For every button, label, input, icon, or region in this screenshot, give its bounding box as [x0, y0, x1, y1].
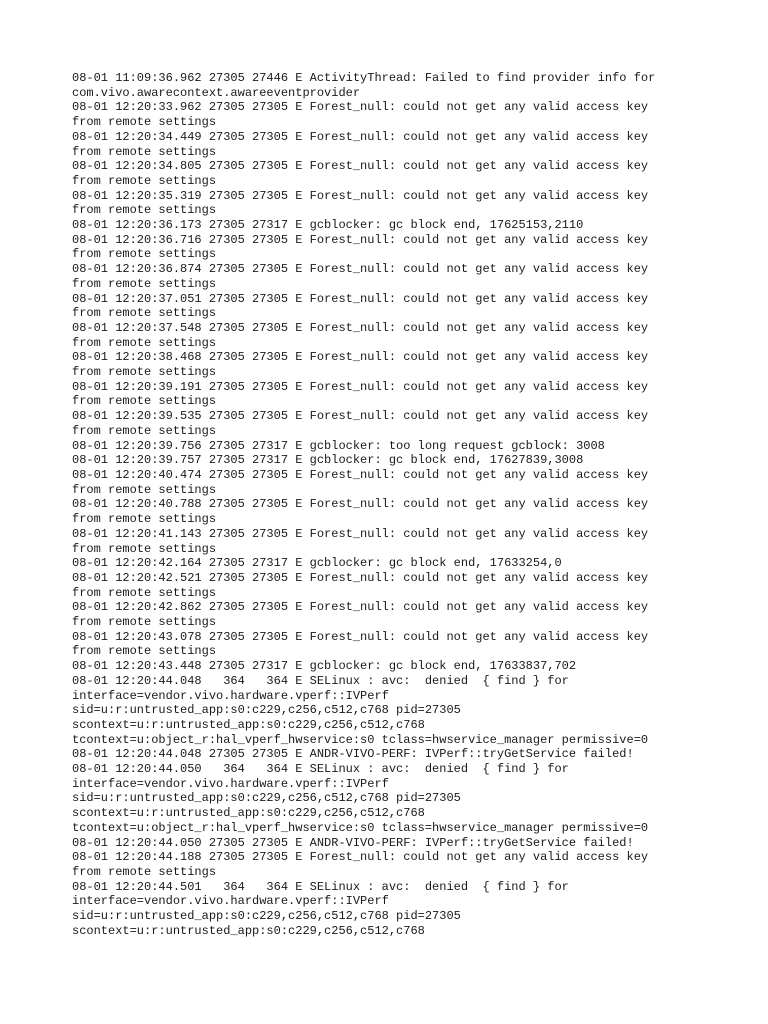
log-line: 08-01 12:20:40.474 27305 27305 E Forest_null: could not get any valid access key	[72, 467, 649, 482]
log-line: sid=u:r:untrusted_app:s0:c229,c256,c512,c768 pid=27305	[72, 909, 461, 924]
log-line: 08-01 12:20:37.548 27305 27305 E Forest_null: could not get any valid access key	[72, 320, 649, 335]
log-line: 08-01 12:20:44.048 27305 27305 E ANDR-VIVO-PERF: IVPerf::tryGetService failed!	[72, 747, 634, 762]
log-line: 08-01 12:20:42.521 27305 27305 E Forest_null: could not get any valid access key	[72, 570, 649, 585]
log-line: sid=u:r:untrusted_app:s0:c229,c256,c512,c768 pid=27305	[72, 703, 461, 718]
log-line: from remote settings	[72, 306, 217, 321]
log-line: from remote settings	[72, 173, 217, 188]
log-line: 08-01 12:20:42.862 27305 27305 E Forest_null: could not get any valid access key	[72, 600, 649, 615]
log-line: 08-01 12:20:36.173 27305 27317 E gcblocker: gc block end, 17625153,2110	[72, 218, 584, 233]
log-line: 08-01 12:20:43.448 27305 27317 E gcblocker: gc block end, 17633837,702	[72, 659, 577, 674]
log-line: 08-01 12:20:33.962 27305 27305 E Forest_null: could not get any valid access key	[72, 100, 649, 115]
log-line: interface=vendor.vivo.hardware.vperf::IVPerf	[72, 894, 389, 909]
log-line: sid=u:r:untrusted_app:s0:c229,c256,c512,c768 pid=27305	[72, 791, 461, 806]
log-line: 08-01 12:20:44.188 27305 27305 E Forest_null: could not get any valid access key	[72, 850, 649, 865]
log-line: 08-01 12:20:38.468 27305 27305 E Forest_null: could not get any valid access key	[72, 350, 649, 365]
log-line: from remote settings	[72, 423, 217, 438]
log-line: 08-01 12:20:36.716 27305 27305 E Forest_null: could not get any valid access key	[72, 232, 649, 247]
log-line: 08-01 12:20:41.143 27305 27305 E Forest_null: could not get any valid access key	[72, 526, 649, 541]
log-line: from remote settings	[72, 512, 217, 527]
log-line: com.vivo.awarecontext.awareeventprovider	[72, 85, 361, 100]
log-line: 08-01 12:20:44.050 364 364 E SELinux : avc: denied { find } for	[72, 762, 569, 777]
log-line: tcontext=u:object_r:hal_vperf_hwservice:s0 tclass=hwservice_manager permissive=0	[72, 820, 649, 835]
log-line: 08-01 12:20:40.788 27305 27305 E Forest_null: could not get any valid access key	[72, 497, 649, 512]
log-line: scontext=u:r:untrusted_app:s0:c229,c256,c512,c768	[72, 923, 425, 938]
log-line: from remote settings	[72, 541, 217, 556]
log-line: 08-01 12:20:34.805 27305 27305 E Forest_null: could not get any valid access key	[72, 159, 649, 174]
log-body	[72, 71, 712, 938]
log-line: tcontext=u:object_r:hal_vperf_hwservice:s0 tclass=hwservice_manager permissive=0	[72, 732, 649, 747]
log-line: interface=vendor.vivo.hardware.vperf::IVPerf	[72, 688, 389, 703]
log-line: 08-01 12:20:44.048 364 364 E SELinux : avc: denied { find } for	[72, 673, 569, 688]
log-line: from remote settings	[72, 276, 217, 291]
log-line: from remote settings	[72, 864, 217, 879]
log-line: 08-01 12:20:39.757 27305 27317 E gcblocker: gc block end, 17627839,3008	[72, 453, 584, 468]
log-line: scontext=u:r:untrusted_app:s0:c229,c256,c512,c768	[72, 806, 425, 821]
log-line: from remote settings	[72, 144, 217, 159]
log-line: from remote settings	[72, 335, 217, 350]
log-line: 08-01 12:20:39.191 27305 27305 E Forest_null: could not get any valid access key	[72, 379, 649, 394]
log-line: 08-01 12:20:37.051 27305 27305 E Forest_null: could not get any valid access key	[72, 291, 649, 306]
log-line: from remote settings	[72, 585, 217, 600]
log-line: interface=vendor.vivo.hardware.vperf::IVPerf	[72, 776, 389, 791]
log-line: 08-01 12:20:39.535 27305 27305 E Forest_null: could not get any valid access key	[72, 409, 649, 424]
log-line: 08-01 12:20:35.319 27305 27305 E Forest_null: could not get any valid access key	[72, 188, 649, 203]
log-line: 08-01 12:20:42.164 27305 27317 E gcblocker: gc block end, 17633254,0	[72, 556, 562, 571]
log-document	[72, 71, 712, 938]
log-line: from remote settings	[72, 394, 217, 409]
log-line: scontext=u:r:untrusted_app:s0:c229,c256,c512,c768	[72, 717, 425, 732]
log-line: 08-01 11:09:36.962 27305 27446 E ActivityThread: Failed to find provider info for	[72, 71, 656, 85]
log-line: from remote settings	[72, 365, 217, 380]
log-line: 08-01 12:20:44.050 27305 27305 E ANDR-VIVO-PERF: IVPerf::tryGetService failed!	[72, 835, 634, 850]
log-line: from remote settings	[72, 247, 217, 262]
log-line: from remote settings	[72, 203, 217, 218]
log-line: from remote settings	[72, 115, 217, 130]
log-line: 08-01 12:20:43.078 27305 27305 E Forest_null: could not get any valid access key	[72, 629, 649, 644]
log-line: 08-01 12:20:39.756 27305 27317 E gcblocker: too long request gcblock: 3008	[72, 438, 605, 453]
log-line: from remote settings	[72, 615, 217, 630]
log-line: from remote settings	[72, 644, 217, 659]
log-line: 08-01 12:20:36.874 27305 27305 E Forest_null: could not get any valid access key	[72, 262, 649, 277]
log-line: from remote settings	[72, 482, 217, 497]
log-line: 08-01 12:20:34.449 27305 27305 E Forest_null: could not get any valid access key	[72, 129, 649, 144]
log-line: 08-01 12:20:44.501 364 364 E SELinux : avc: denied { find } for	[72, 879, 569, 894]
